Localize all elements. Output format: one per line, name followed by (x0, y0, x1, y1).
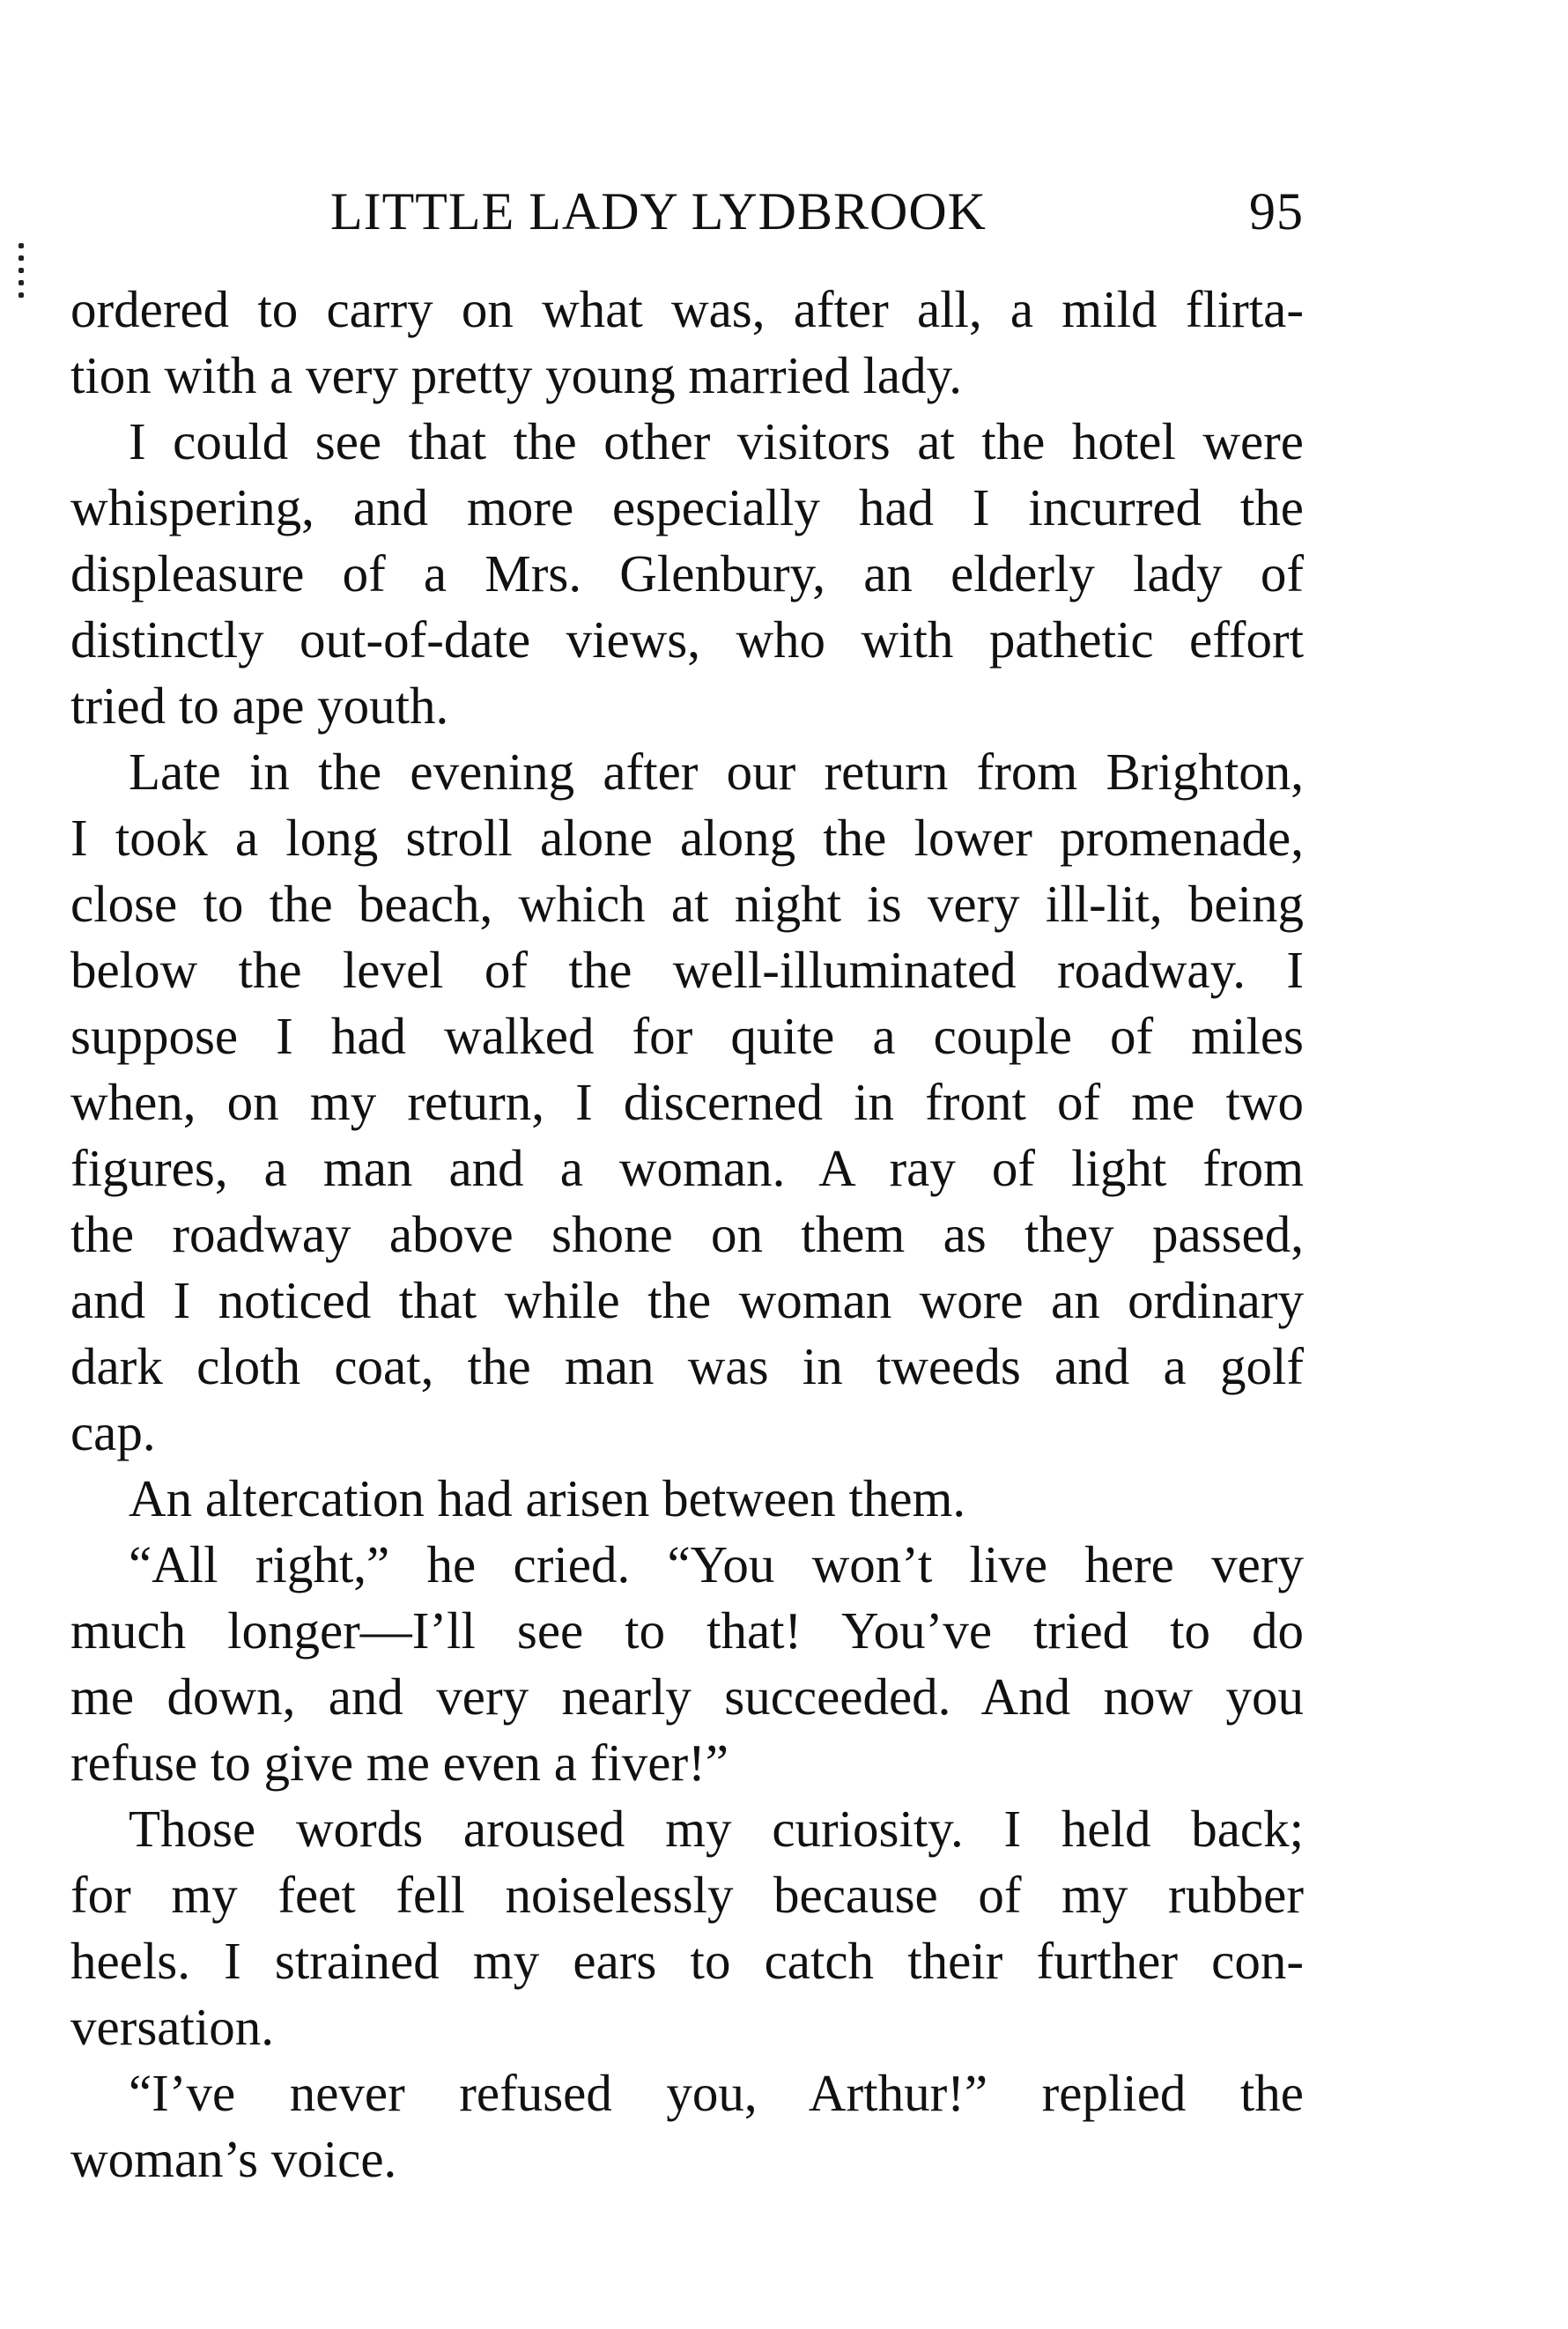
body-text (70, 277, 1304, 2192)
text-line: below the level of the well-illuminated roadway. I (70, 941, 1304, 999)
text-line: tried to ape youth. (70, 677, 449, 735)
text-line: “I’ve never refused you, Arthur!” replied the (129, 2064, 1304, 2122)
page-number: 95 (1249, 182, 1304, 240)
text-line: I could see that the other visitors at the hotel were (129, 412, 1304, 470)
text-line: whispering, and more especially had I incurred the (70, 478, 1304, 536)
text-line: displeasure of a Mrs. Glenbury, an elderly lady of (70, 544, 1304, 603)
text-line: dark cloth coat, the man was in tweeds and a golf (70, 1337, 1304, 1395)
text-line: and I noticed that while the woman wore an ordinary (70, 1271, 1304, 1329)
text-line: figures, a man and a woman. A ray of light from (70, 1139, 1304, 1197)
margin-ink-mark (16, 236, 28, 324)
text-line: An altercation had arisen between them. (129, 1469, 966, 1527)
running-head (70, 176, 1304, 247)
text-line: much longer—I’ll see to that! You’ve tried to do (70, 1601, 1304, 1660)
text-line: for my feet fell noiselessly because of my rubber (70, 1866, 1304, 1924)
text-line: tion with a very pretty young married lady. (70, 346, 963, 404)
text-line: distinctly out-of-date views, who with pathetic effort (70, 610, 1304, 669)
text-line: woman’s voice. (70, 2130, 397, 2188)
text-line: Those words aroused my curiosity. I held back; (129, 1800, 1304, 1858)
text-line: suppose I had walked for quite a couple of miles (70, 1007, 1304, 1065)
text-line: refuse to give me even a fiver!” (70, 1734, 729, 1792)
text-line: cap. (70, 1403, 156, 1461)
text-line: heels. I strained my ears to catch their further con- (70, 1932, 1304, 1990)
running-title: LITTLE LADY LYDBROOK (330, 182, 987, 240)
text-line: the roadway above shone on them as they passed, (70, 1205, 1304, 1263)
text-line: I took a long stroll alone along the lower promenade, (70, 809, 1304, 867)
text-line: close to the beach, which at night is very ill-lit, being (70, 875, 1304, 933)
text-line: me down, and very nearly succeeded. And now you (70, 1667, 1304, 1726)
text-line: versation. (70, 1998, 275, 2056)
text-line: “All right,” he cried. “You won’t live here very (129, 1535, 1304, 1593)
text-line: when, on my return, I discerned in front of me two (70, 1073, 1304, 1131)
text-line: ordered to carry on what was, after all, a mild flirta- (70, 280, 1304, 338)
text-line: Late in the evening after our return from Brighton, (129, 743, 1304, 801)
